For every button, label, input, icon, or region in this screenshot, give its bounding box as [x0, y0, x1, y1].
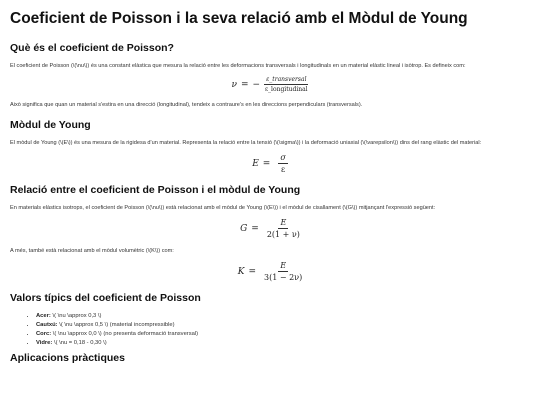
eq-equals: =	[248, 266, 257, 277]
list-item-label: Acer:	[36, 313, 51, 319]
section-heading-young: Mòdul de Young	[10, 119, 91, 131]
list-item-text: \( \nu \approx 0,5 \) (material incompressible)	[59, 322, 175, 328]
eq-lhs: E	[252, 158, 259, 169]
list-item-label: Corc:	[36, 331, 52, 337]
equation-shear-modulus	[10, 218, 530, 239]
eq-fraction	[278, 153, 287, 174]
equation-young	[10, 153, 530, 174]
paragraph-poisson-definition: El coeficient de Poisson (\(\nu\)) és una constant elàstica que mesura la relació entre les deformacions transversals i longitudinals en un material elàstic lineal i isòtrop. Es defineix com:	[10, 63, 466, 69]
paragraph-poisson-meaning: Això significa que quan un material s'estira en una direcció (longitudinal), tendeix a contraure's en les direccions perpendiculars (transversals).	[10, 102, 363, 108]
eq-numerator: E	[280, 261, 287, 270]
eq-numerator: ε_transversal	[266, 76, 307, 83]
section-heading-typical-values: Valors típics del coeficient de Poisson	[10, 292, 201, 304]
paragraph-relation: En materials elàstics isotrops, el coeficient de Poisson (\(\nu\)) està relacionat amb el mòdul de Young (\(E\)) i el mòdul de cisallament (\(G\)) mitjançant l'expressió següent:	[10, 205, 436, 211]
page-title: Coeficient de Poisson i la seva relació amb el Mòdul de Young	[10, 10, 468, 27]
paragraph-young-definition: El mòdul de Young (\(E\)) és una mesura de la rigidesa d'un material. Representa la relació entre la tensió (\(\sigma\)) i la deformació uniaxial (\(\varepsilon\)) dins del rang elàstic del material:	[10, 140, 482, 146]
list-item-text: \( \nu \approx 0,0 \) (no presenta deformació transversal)	[52, 331, 199, 337]
list-item	[36, 321, 530, 330]
eq-equals: =	[240, 79, 249, 90]
list-item-text: \( \nu \approx 0,3 \)	[52, 313, 102, 319]
eq-lhs: ν	[231, 79, 237, 90]
eq-fraction	[267, 218, 300, 239]
eq-fraction	[264, 261, 302, 282]
list-item-label: Vidre:	[36, 340, 53, 346]
eq-equals: =	[251, 223, 259, 234]
eq-denominator: 2(1 + ν)	[266, 230, 300, 239]
eq-denominator: ε	[280, 165, 286, 174]
eq-numerator: σ	[280, 153, 286, 162]
list-item	[36, 312, 530, 321]
section-heading-relation: Relació entre el coeficient de Poisson i el mòdul de Young	[10, 184, 301, 196]
eq-fraction	[264, 76, 308, 93]
eq-denominator: 3(1 − 2ν)	[264, 273, 303, 282]
eq-minus: −	[252, 79, 261, 90]
eq-equals: =	[262, 158, 271, 169]
equation-bulk-modulus	[10, 261, 530, 282]
typical-values-list	[10, 312, 530, 348]
paragraph-bulk-modulus: A més, també està relacionat amb el mòdul volumètric (\(K\)) com:	[10, 248, 174, 254]
list-item	[36, 330, 530, 339]
section-heading-poisson: Què és el coeficient de Poisson?	[10, 42, 174, 54]
list-item	[36, 339, 530, 348]
list-item-text: \( \nu = 0,18 - 0,30 \)	[53, 340, 107, 346]
section-heading-applications: Aplicacions pràctiques	[10, 352, 125, 364]
equation-poisson	[10, 76, 530, 93]
eq-numerator: E	[280, 218, 287, 227]
eq-lhs: K	[237, 266, 245, 277]
list-item-label: Cautxú:	[36, 322, 58, 328]
eq-denominator: ε_longitudinal	[264, 86, 308, 93]
eq-lhs: G	[240, 223, 248, 234]
